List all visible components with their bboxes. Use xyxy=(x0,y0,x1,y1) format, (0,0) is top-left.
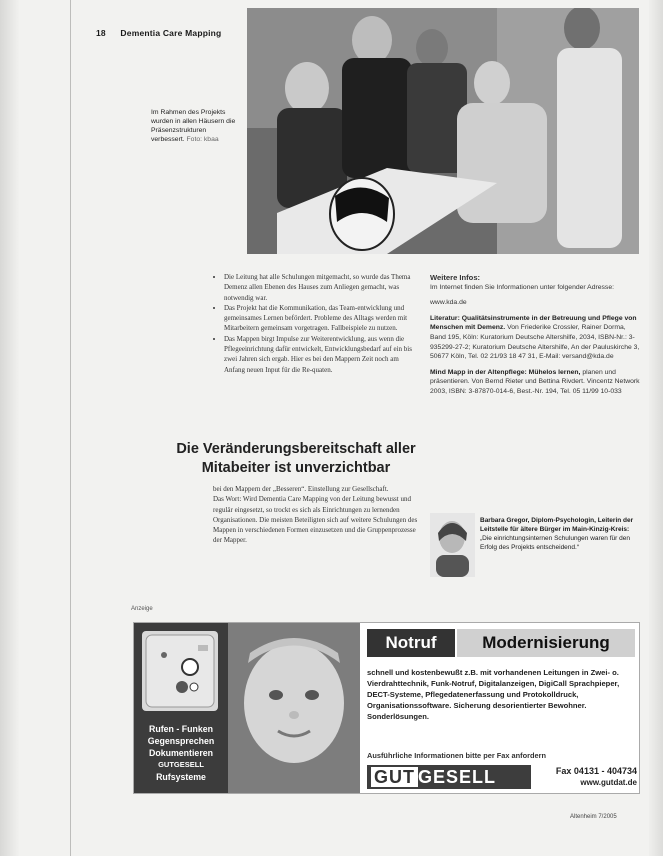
body-paragraph: bei den Mappern der „Besseren“. Einstellung zur Gesellschaft. xyxy=(213,485,389,493)
author-quote xyxy=(430,513,640,579)
ad-left-text xyxy=(134,723,228,783)
ad-left-panel xyxy=(134,623,228,793)
baby-photo xyxy=(228,623,360,793)
info-url: www.kda.de xyxy=(430,299,467,307)
call-device-image xyxy=(142,631,218,711)
logo-gesell: GESELL xyxy=(418,767,497,787)
ad-website: www.gutdat.de xyxy=(580,778,637,787)
ad-line: Gegensprechen xyxy=(147,736,215,746)
caption-credit: Foto: kbaa xyxy=(186,136,219,143)
ad-line: Rufsysteme xyxy=(156,772,206,782)
book-title: Mind Mapp in der Altenpflege: Mühelos lernen, xyxy=(430,368,581,376)
book-spine-shadow xyxy=(0,0,20,856)
group-photo xyxy=(247,8,639,254)
list-item: • Die Leitung hat alle Schulungen mitgemacht, so wurde das Thema Demenz allen Ebenen des Hauses zum Anliegen gemacht, was notwendig war. xyxy=(224,272,420,303)
ad-line: GUTGESELL xyxy=(158,760,204,769)
page-number: 18 xyxy=(96,28,106,38)
literature-body: Von Friederike Crossler, Rainer Dorma, Band 195, Köln: Kuratorium Deutsche Altershilfe, 2034, ISBN-Nr.: 3-935299-27-2; Kuratorium Deutsche Altershilfe, An der Pauluskirche 3, 50677 Köln, Tel. 02 21/93 18 47 31, E-Mail: versand@kda.de xyxy=(430,324,640,361)
ad-right-panel xyxy=(361,623,639,793)
photo-caption xyxy=(151,108,241,144)
ad-bottom xyxy=(367,765,635,789)
author-quote-text: „Die einrichtungsinternen Schulungen waren für den Erfolg des Projekts entscheidend.“ xyxy=(480,535,630,551)
body-paragraph: Das Wort: Wird Dementia Care Mapping von der Leitung bewusst und regulär eingesetzt, so trockt es sich als Einrichtungen zu lernenden Organisationen. Die meisten Beteiligten sich auf weitere Schulungen des Mappen in verschiedenen Formen einzusetzen und die Gruppenprozesse der Mapper. xyxy=(213,495,418,545)
ad-fax-request: Ausführliche Informationen bitte per Fax anfordern xyxy=(367,751,547,760)
author-name: Barbara Gregor, Diplom-Psychologin, Leiterin der Leitstelle für ältere Bürger im Main-Kinzig-Kreis: xyxy=(480,517,634,533)
author-photo xyxy=(430,513,475,577)
page-header xyxy=(96,28,221,38)
info-box xyxy=(430,273,640,403)
bullet-list xyxy=(210,272,420,375)
book-body: planen und präsentieren. Von Bernd Rieter und Bettina Rivdert. Vincentz Network 2003, ISBN: 3-87870-014-6, Best.-Nr. 194, Tel. 05 11/99 10-033 xyxy=(430,368,640,395)
article-body xyxy=(213,484,421,546)
page-edge xyxy=(649,0,663,856)
article-headline: Die Veränderungsbereitschaft aller Mitabeiter ist unverzichtbar xyxy=(176,441,416,476)
ad-body: schnell und kostenbewußt z.B. mit vorhandenen Leitungen in Zwei- o. Vierdrahttechnik, Funk-Notruf, Digitalanzeigen, DigiCall Sprachpieper, DECT-Systeme, Pflegedatenerfassung und Protokolldruck, Organisationssoftware. Sicherung desorientierter Bewohner. Sonderlösungen. xyxy=(367,668,620,721)
gutgesell-logo xyxy=(367,765,531,789)
info-title: Weitere Infos: xyxy=(430,273,481,282)
literature-title: Literatur: Qualitätsinstrumente in der Betreuung und Pflege von Menschen mit Demenz. xyxy=(430,314,637,332)
list-item: • Das Mappen birgt Impulse zur Weiterentwicklung, aus wenn die Pflegeeinrichtung dafür entwickelt, Entwicklungsbedarf auf ein bis zwei Jahren sich ergab. Hier es bei den Mappern Zeit noch am Anfang neuen Input für die Re-quaten. xyxy=(224,334,420,375)
section-title: Dementia Care Mapping xyxy=(120,28,222,38)
caption-text: Im Rahmen des Projekts wurden in allen Häusern die Präsenzstrukturen verbessert. xyxy=(151,109,236,143)
ad-line: Dokumentieren xyxy=(148,748,214,758)
ad-title-notruf: Notruf xyxy=(367,629,455,657)
advertisement xyxy=(133,622,640,794)
logo-gut: GUT xyxy=(371,767,418,787)
ad-contact xyxy=(537,765,637,788)
ad-title-modernisierung: Modernisierung xyxy=(457,629,635,657)
ad-title xyxy=(367,629,635,657)
ad-fax: Fax 04131 - 404734 xyxy=(555,766,637,776)
margin-line xyxy=(70,0,71,856)
info-intro: Im Internet finden Sie Informationen unter folgender Adresse: xyxy=(430,283,615,291)
ad-line: Rufen - Funken xyxy=(148,724,214,734)
ad-label: Anzeige xyxy=(131,606,153,612)
list-item: • Das Projekt hat die Kommunikation, das Team-entwicklung und gemeinsames Lernen befördert. Probleme des Alltags werden mit Mitarbeitern gemeinsam vorgetragen. Fallbeispiele zu nutzen. xyxy=(224,303,420,334)
page-footer: Altenheim 7/2005 xyxy=(570,814,617,820)
